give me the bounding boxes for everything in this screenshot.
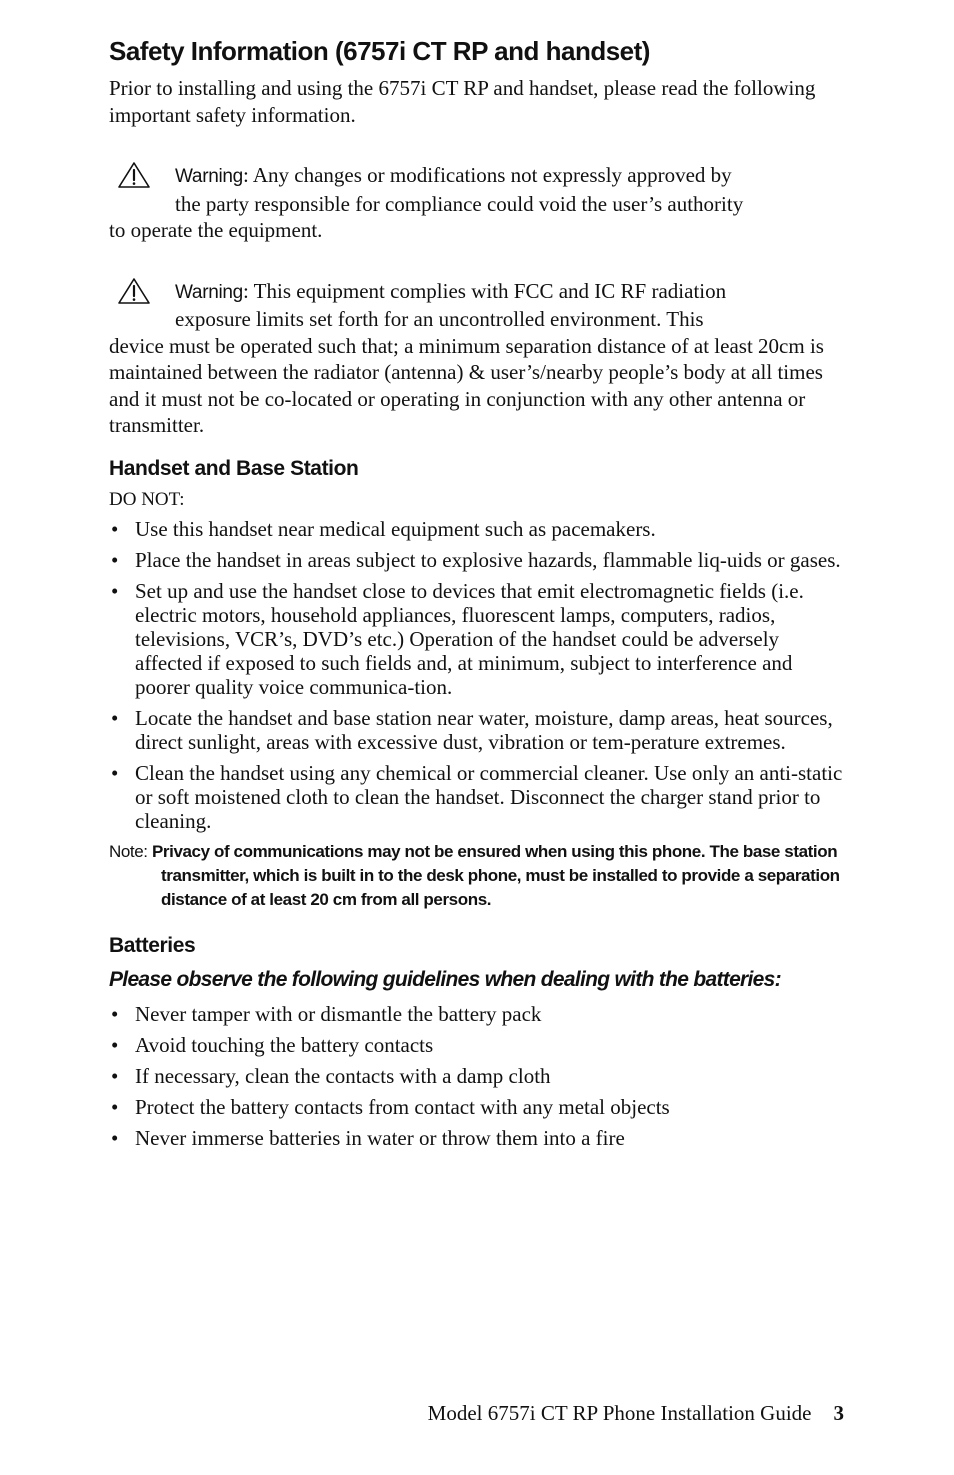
list-item: • Clean the handset using any chemical or commercial cleaner. Use only an anti-static or soft moistened cloth to clean the handset. Disconnect the charger stand prior to cleaning. <box>111 760 843 833</box>
page-footer <box>428 1401 844 1426</box>
warning-block-1 <box>109 162 849 244</box>
document-page <box>109 36 849 1157</box>
warning-text-2: Warning: This equipment complies with FCC and IC RF radiation exposure limits set forth for an uncontrolled environment. This <box>175 278 727 331</box>
warning-text-1: Warning: Any changes or modifications not expressly approved by the party responsible for compliance could void the user’s authority <box>175 163 744 216</box>
list-item: • Use this handset near medical equipment such as pacemakers. <box>111 516 656 541</box>
warning-text-2-continued: device must be operated such that; a minimum separation distance of at least 20cm is maintained between the radiator (antenna) & user’s/nearby people’s body at all times and it must not be co-located or operating in conjunction with any other antenna or transmitter. <box>109 333 824 437</box>
batteries-subtitle: Please observe the following guidelines when dealing with the batteries: <box>109 967 781 991</box>
list-item: • Protect the battery contacts from contact with any metal objects <box>111 1094 670 1119</box>
list-item: • Avoid touching the battery contacts <box>111 1032 434 1057</box>
warning-triangle-icon <box>117 277 151 305</box>
intro-paragraph: Prior to installing and using the 6757i CT RP and handset, please read the following important safety information. <box>109 76 816 127</box>
warning-block-2 <box>109 278 849 439</box>
list-item: • Locate the handset and base station near water, moisture, damp areas, heat sources, direct sunlight, areas with excessive dust, vibration or tem-perature extremes. <box>111 705 833 754</box>
list-item: • Never immerse batteries in water or throw them into a fire <box>111 1125 625 1150</box>
do-not-list <box>109 517 849 833</box>
batteries-list <box>109 1002 849 1150</box>
warning-label: Warning <box>175 166 243 187</box>
list-item: • Place the handset in areas subject to explosive hazards, flammable liq-uids or gases. <box>111 547 841 572</box>
privacy-note <box>109 840 849 912</box>
section-heading-batteries: Batteries <box>109 933 196 957</box>
page-title: Safety Information (6757i CT RP and handset) <box>109 36 650 66</box>
warning-text-1-continued: to operate the equipment. <box>109 218 323 242</box>
list-item: • If necessary, clean the contacts with a damp cloth <box>111 1063 551 1088</box>
guide-title: Model 6757i CT RP Phone Installation Guide <box>427 1401 812 1425</box>
warning-triangle-icon <box>117 161 151 189</box>
section-heading-handset: Handset and Base Station <box>109 456 359 480</box>
list-item: • Never tamper with or dismantle the battery pack <box>111 1001 542 1026</box>
note-text: Privacy of communications may not be ensured when using this phone. The base station transmitter, which is built in to the desk phone, must be installed to provide a separation distance of at least 20 cm from all persons. <box>151 841 840 909</box>
do-not-label: DO NOT: <box>109 488 185 510</box>
warning-label: Warning <box>175 281 243 303</box>
list-item: • Set up and use the handset close to devices that emit electromagnetic fields (i.e. electric motors, household appliances, fluorescent lamps, computers, radios, televisions, VCR’s, DVD’s etc.) Operation of the handset could be adversely affected if exposed to such fields and, at minimum, subject to interference and poorer quality voice communica-tion. <box>111 578 804 699</box>
note-label: Note: <box>109 841 148 861</box>
page-number: 3 <box>833 1401 844 1425</box>
